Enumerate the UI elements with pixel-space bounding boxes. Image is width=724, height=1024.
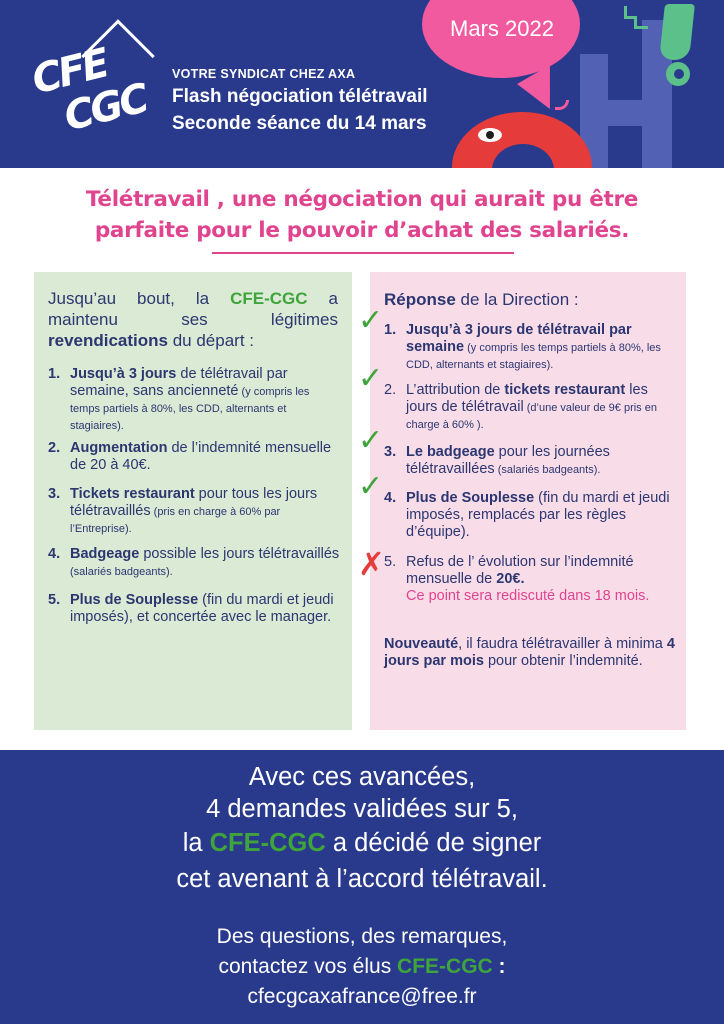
- contact-email-link[interactable]: cfecgcaxafrance@free.fr: [247, 985, 477, 1008]
- demand-text: (fin du mardi et jeudi imposés), et concertée avec le manager.: [70, 592, 334, 625]
- demand-text: possible les jours télétravaillés: [139, 546, 340, 562]
- demand-num: 3.: [48, 486, 61, 502]
- response-text: (fin du mardi et jeudi imposés, remplacés par les règles d’équipe).: [406, 490, 670, 540]
- logo-text-top: CFE: [27, 40, 112, 104]
- contact-line: [0, 954, 724, 980]
- demand-num: 2.: [48, 440, 61, 456]
- logo-text-bottom: CGC: [59, 75, 151, 141]
- demand-bold: Augmentation: [70, 440, 168, 456]
- response-bold: Plus de Souplesse: [406, 490, 535, 506]
- check-icon: ✓: [358, 469, 384, 504]
- headline-line-2: parfaite pour le pouvoir d’achat des salariés.: [94, 218, 630, 243]
- demand-bold: Plus de Souplesse: [70, 592, 199, 608]
- letter-h-crossbar: [608, 100, 642, 126]
- response-bold: Le badgeage: [406, 444, 495, 460]
- response-pre: Refus de l’ évolution sur l’indemnité mensuelle de: [406, 554, 634, 587]
- response-heading: [384, 290, 579, 310]
- response-text: les jours de télétravail: [406, 382, 648, 415]
- exclamation-eye: [674, 69, 684, 79]
- response-num: 1.: [384, 322, 397, 338]
- intro-org: CFE-CGC: [230, 289, 308, 308]
- response-num: 3.: [384, 444, 397, 460]
- novelty-paragraph: [384, 636, 676, 670]
- intro-text-b: a maintenu ses légitimes: [48, 289, 338, 329]
- response-bold: Jusqu’à 3 jours de télétravail par semaine: [406, 322, 632, 355]
- demand-small: (pris en charge à 60% par l’Entreprise).: [70, 506, 281, 535]
- check-icon: ✓: [358, 361, 384, 396]
- zigzag-decoration: [624, 6, 652, 32]
- cfe-cgc-logo: [27, 30, 151, 141]
- header-banner: [0, 0, 724, 168]
- response-heading-bold: Réponse: [384, 290, 456, 309]
- main-headline: [60, 184, 664, 246]
- demand-bold: Tickets restaurant: [70, 486, 195, 502]
- footer-line-3-b: a décidé de signer: [325, 829, 542, 857]
- demand-bold: Badgeage: [70, 546, 140, 562]
- intro-text-c: du départ :: [168, 331, 255, 350]
- demand-small: (y compris les temps partiels à 80%, les CDD, alternants et stagiaires).: [70, 386, 310, 432]
- response-small: (salariés badgeants).: [494, 464, 601, 476]
- response-small: (d’une valeur de 9€ pris en charge à 60% ).: [406, 402, 657, 431]
- headline-line-1: Télétravail , une négociation qui aurait pu être: [85, 187, 639, 212]
- demand-text: pour tous les jours télétravaillés: [70, 486, 318, 519]
- union-prefix: VOTRE SYNDICAT CHEZ: [172, 67, 329, 81]
- red-creature-pupil: [486, 131, 494, 139]
- response-bold: tickets restaurant: [504, 382, 626, 398]
- novelty-text-b: pour obtenir l’indemnité.: [483, 653, 643, 669]
- check-icon: ✓: [358, 423, 384, 458]
- intro-text-a: Jusqu’au bout, la: [48, 289, 231, 308]
- speech-bubble-tail-tip: [555, 100, 569, 110]
- footer-line-3-a: la: [182, 829, 210, 857]
- footer-line-2: 4 demandes validées sur 5,: [206, 795, 518, 823]
- response-num: 4.: [384, 490, 397, 506]
- headline-underline: [212, 252, 514, 254]
- novelty-bold: Nouveauté: [384, 636, 459, 652]
- response-text: pour les journées télétravaillées: [406, 444, 610, 477]
- novelty-text-a: , il faudra télétravailler à minima: [458, 636, 667, 652]
- demand-num: 1.: [48, 366, 61, 382]
- contact-text: contactez vos élus: [218, 955, 398, 978]
- footer-line-3: [0, 828, 724, 858]
- date-label: Mars 2022: [450, 16, 554, 41]
- footer-banner: [0, 750, 724, 1024]
- response-note: Ce point sera rediscuté dans 18 mois.: [406, 588, 650, 604]
- contact-colon: :: [492, 955, 506, 978]
- intro-bold: revendications: [48, 331, 168, 350]
- demand-num: 4.: [48, 546, 61, 562]
- union-company: AXA: [328, 67, 356, 81]
- response-pre: L’attribution de: [406, 382, 505, 398]
- response-bold: 20€.: [496, 571, 525, 587]
- check-icon: ✓: [358, 303, 384, 338]
- demand-small: (salariés badgeants).: [70, 566, 173, 578]
- demand-text: de l’indemnité mensuelle de 20 à 40€.: [70, 440, 332, 473]
- response-num: 5.: [384, 554, 397, 570]
- response-num: 2.: [384, 382, 397, 398]
- response-small: (y compris les temps partiels à 80%, les CDD, alternants et stagiaires).: [406, 342, 661, 371]
- demand-text: de télétravail par semaine, sans ancienneté: [70, 366, 288, 399]
- cross-icon: ✗: [358, 545, 385, 583]
- contact-org: CFE-CGC: [397, 955, 493, 978]
- exclamation-icon: [659, 4, 695, 60]
- footer-org: CFE-CGC: [209, 829, 326, 857]
- demand-num: 5.: [48, 592, 61, 608]
- demands-intro: [48, 288, 338, 351]
- questions-line: Des questions, des remarques,: [216, 925, 508, 948]
- novelty-bold-2: 4 jours par mois: [384, 636, 675, 669]
- demand-bold: Jusqu’à 3 jours: [70, 366, 177, 382]
- session-subtitle: Seconde séance du 14 mars: [172, 113, 427, 134]
- footer-line-1: Avec ces avancées,: [248, 763, 476, 791]
- response-heading-rest: de la Direction :: [455, 290, 579, 309]
- flash-title: Flash négociation télétravail: [172, 86, 428, 107]
- union-line: [172, 67, 355, 81]
- footer-line-4: cet avenant à l’accord télétravail.: [176, 865, 548, 893]
